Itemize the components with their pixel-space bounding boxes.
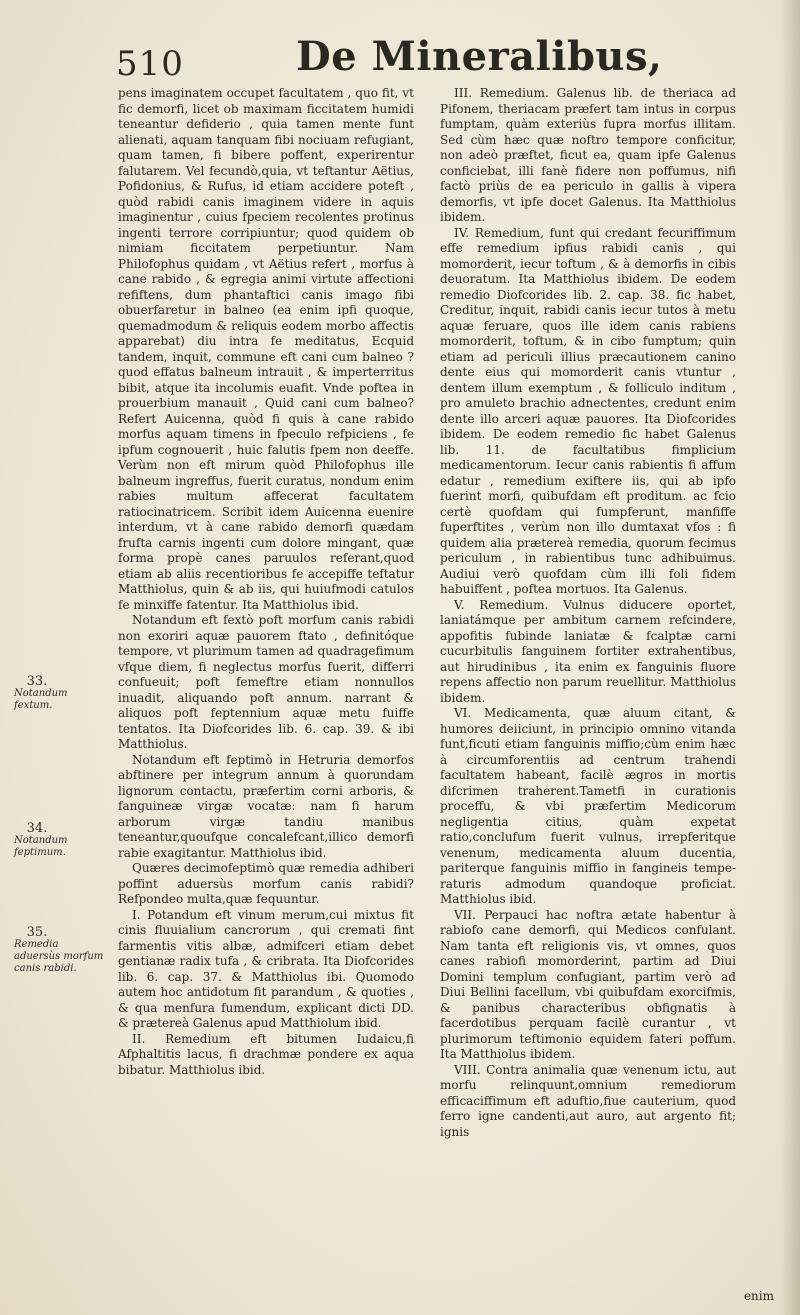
margin-note: [14, 823, 106, 859]
paragraph: III. Remedium. Galenus lib. de theriaca ad Pifonem, theriacam præfert tam intus in corpus fumptam, quàm exteriùs fupra morfus illitam. Sed cùm hæc quæ noftro tempore conficitur, non adeò præftet, ficut ea, quam ipfe Galenus conficiebat, illi fanè fidere non poffumus, nifi factò priùs de ea periculo in gallis à vipera demorfis, vt ipfe docet Galenus. Ita Matthiolus ibidem.: [440, 86, 736, 224]
paragraph: Notandum eft feptimò in Hetruria demorfos abftinere per integrum annum à quorundam lignorum contactu, præfertim corni arboris, & fanguineæ virgæ vocatæ: nam fi harum arborum virgæ tandiu manibus teneantur,quoufque concalefcant,illico demorfi rabie exagitantur. Matthiolus ibid.: [118, 752, 414, 860]
page-number: 510: [116, 44, 184, 84]
paragraph: VIII. Contra animalia quæ venenum ictu, aut morfu relinquunt,omnium remediorum efficaciffimum eft aduftio,fiue cauterium, quod ferro igne candenti,aut auro, aut argento fit; ignis: [440, 1062, 736, 1139]
paragraph: II. Remedium eft bitumen Iudaicu,fi Afphaltitis lacus, fi drachmæ pondere ex aqua bibatur. Matthiolus ibid.: [118, 1031, 414, 1077]
paragraph: IV. Remedium, funt qui credant fecuriffimum effe remedium ipfius rabidi canis , qui momorderit, iecur toftum , & à demorfis in cibis deuoratum. Ita Matthiolus ibidem. De eodem remedio Diofcorides lib. 2. cap. 38. fic habet, Creditur, inquit, rabidi canis iecur tutos à metu aquæ feruare, quos ille idem canis rabiens momorderit, toftum, & in cibo fumptum; quin etiam ad periculi illius præcautionem canino dente eius qui momorderit canis vtuntur , dentem illum exemptum , & folliculo inditum , pro amuleto brachio adnectentes, credunt enim dente illo arceri aquæ pauores. Ita Diofcorides ibidem. De eodem remedio fic habet Galenus lib. 11. de facultatibus fimplicium medicamentorum. Iecur canis rabientis fi affum edatur , remedium exiftere iis, qui ab ipfo fuerint morfi, quibufdam eft proditum. ac fcio certè quofdam qui fumpferunt, manfiffe fuperftites , verùm non illo dumtaxat vfos : fi quidem alia prætereà remedia, quorum fecimus periculum , in rabientibus tunc adhibuimus. Audiui verò quofdam cùm illi foli fidem habuiffent , poftea mortuos. Ita Galenus.: [440, 225, 736, 596]
margin-note-text: Remedia aduersùs morfum canis rabidi.: [14, 939, 104, 974]
right-text-column: [440, 86, 736, 1140]
margin-note-text: Notandum feptimum.: [14, 835, 68, 858]
paragraph: pens imaginatem occupet facultatem , quo fit, vt fic demorfi, licet ob maximam ficcitatem humidi teneantur defiderio , quia tamen mente funt alienati, aquam tanquam fibi nociuam refugiant, quam tamen, fi bibere poffent, experirentur falutarem. Vel fecundò,quia, vt teftantur Aëtius, Pofidonius, & Rufus, id etiam accidere poteft , quòd rabidi canis imaginem videre in aquis imaginentur , cuius fpeciem recolentes protinus ingenti terrore corripiuntur; quod quidem ob nimiam ficcitatem perpetiuntur. Nam Philofophus quidam , vt Aëtius refert , morfus à cane rabido , & egregia animi virtute affectioni refiftens, dum phantaftici canis imago fibi obuerfaretur in balneo (ea enim ipfi quoque, quemadmodum & reliquis eodem morbo affectis apparebat) diu intra fe meditatus, Ecquid tandem, inquit, commune eft cani cum balneo ? quod effatus balneum intrauit , & imperterritus bibit, atque ita incolumis euafit. Vnde poftea in prouerbium manauit , Quid cani cum balneo? Refert Auicenna, quòd fi quis à cane rabido morfus aquam timens in fpeculo refpiciens , fe ipfum cognouerit , huic falutis fpem non deeffe. Verùm non eft mirum quòd Philofophus ille balneum ingreffus, fuerit curatus, nondum enim rabies multum affecerat facultatem ratiocinatricem. Scribit idem Auicenna euenire interdum, vt à cane rabido demorfi quædam frufta carnis ingenti cum dolore mingant, quæ forma propè canes paruulos referant,quod etiam ab aliis recentioribus fe accepiffe teftatur Matthiolus, quin & ab iis, qui huiufmodi catulos fe minxiffe fatentur. Ita Matthiolus ibid.: [118, 86, 414, 612]
margin-note-text: Notandum fextum.: [14, 688, 68, 711]
paragraph: VII. Perpauci hac noftra ætate habentur à rabiofo cane demorfi, qui Medicos confulant. Nam tanta eft religionis vis, vt omnes, quos canes rabiofi momorderint, partim ad Diui Domini templum confugiant, partim verò ad Diui Bellini facellum, vbi quibufdam exorcifmis, & panibus characteribus obfignatis à facerdotibus perquam facilè curantur , vt plurimorum teftimonio equidem fateri poffum. Ita Matthiolus ibidem.: [440, 907, 736, 1061]
margin-note-number: 35.: [26, 925, 48, 940]
paragraph: Quæres decimofeptimò quæ remedia adhiberi poffint aduersùs morfum canis rabidi? Refpondeo multa,quæ fequuntur.: [118, 861, 414, 906]
left-text-column: [118, 86, 414, 1078]
margin-note: [14, 676, 106, 712]
running-title: De Mineralibus,: [296, 33, 663, 80]
paragraph: I. Potandum eft vinum merum,cui mixtus fit cinis fluuialium cancrorum , qui cremati fint farmentis vitis albæ, admifceri etiam debet gentianæ radix tufa , & cribrata. Ita Diofcorides lib. 6. cap. 37. & Matthiolus ibi. Quomodo autem hoc antidotum fit parandum , & quoties , & qua menfura fumendum, explicant dicti DD. & prætereà Galenus apud Matthiolum ibid.: [118, 907, 414, 1030]
margin-note-number: 33.: [26, 674, 48, 689]
catchword: enim: [743, 1289, 774, 1303]
page-edge-shadow: [780, 0, 800, 1315]
paragraph: VI. Medicamenta, quæ aluum citant, & humores deiiciunt, in principio omnino vitanda funt,ficuti etiam fanguinis miffio;cùm enim hæc à circumforentiis ad centrum trahendi facultatem habeant, facilè ægros in mortis difcrimen traherent.Tametfi in curationis proceffu, & vbi præfertim Medicorum negligentia citius, quàm expetat ratio,conclufum fuerit vulnus, irrepferitque venenum, medicamenta aluum ducentia, pariterque fanguinis miffio in fangineis tempe-raturis admodum quandoque proficiat. Matthiolus ibid.: [440, 706, 736, 906]
paragraph: Notandum eft fextò poft morfum canis rabidi non exoriri aquæ pauorem ftato , definitóque tempore, vt plurimum tamen ad quadragefimum vfque diem, fi neglectus morfus fuerit, differri confueuit; poft femeftre etiam nonnullos inuadit, aliquando poft annum. narrant & aliquos poft feptennium aquæ metu fuiffe tentatos. Ita Diofcorides lib. 6. cap. 39. & ibi Matthiolus.: [118, 613, 414, 751]
margin-note: [14, 927, 106, 975]
paragraph: V. Remedium. Vulnus diducere oportet, laniatámque per ambitum carnem refcindere, appofitis fubinde laniatæ & fcalptæ carni cucurbitulis fanguinem fortiter extrahentibus, aut hirudinibus , ita enim ex fanguinis fluore repens affectio non parum reuellitur. Matthiolus ibidem.: [440, 597, 736, 705]
margin-note-number: 34.: [26, 821, 48, 836]
